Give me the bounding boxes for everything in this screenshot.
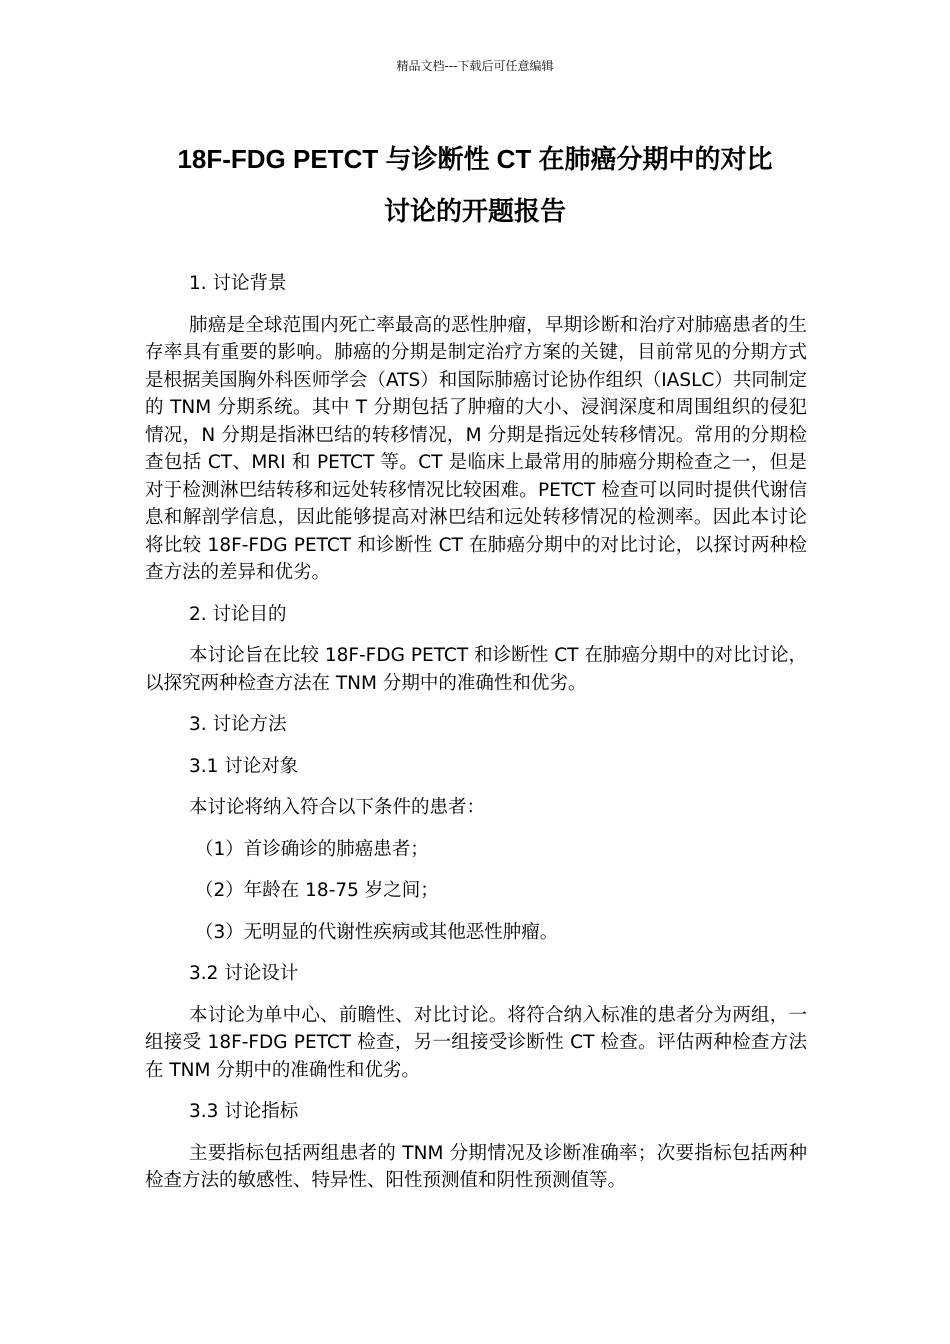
paragraph-purpose: 本讨论旨在比较 18F-FDG PETCT 和诊断性 CT 在肺癌分期中的对比讨论，以探究两种检查方法在 TNM 分期中的准确性和优劣。 xyxy=(145,645,807,694)
paragraph-background: 肺癌是全球范围内死亡率最高的恶性肿瘤，早期诊断和治疗对肺癌患者的生存率具有重要的影响。肺癌的分期是制定治疗方案的关键，目前常见的分期方式是根据美国胸外科医师学会（ATS）和国际肺癌讨论协作组织（IASLC）共同制定的 TNM 分期系统。其中 T 分期包括了肿瘤的大小、浸润深度和周围组织的侵犯情况，N 分期是指淋巴结的转移情况，M 分期是指远处转移情况。常用的分期检查包括 CT、MRI 和 PETCT 等。CT 是临床上最常用的肺癌分期检查之一，但是对于检测淋巴结转移和远处转移情况比较困难。PETCT 检查可以同时提供代谢信息和解剖学信息，因此能够提高对淋巴结和远处转移情况的检测率。因此本讨论将比较 18F-FDG PETCT 和诊断性 CT 在肺癌分期中的对比讨论，以探讨两种检查方法的差异和优劣。 xyxy=(145,314,807,583)
title-line-1: 18F-FDG PETCT 与诊断性 CT 在肺癌分期中的对比 xyxy=(177,144,773,174)
section-heading-purpose: 2. 讨论目的 xyxy=(189,603,287,625)
subsection-heading-design: 3.2 讨论设计 xyxy=(189,963,299,984)
subsection-heading-indicators: 3.3 讨论指标 xyxy=(189,1101,299,1122)
list-item: （2）年龄在 18-75 岁之间； xyxy=(195,880,439,901)
header-note: 精品文档---下载后可任意编辑 xyxy=(396,59,554,73)
paragraph-design: 本讨论为单中心、前瞻性、对比讨论。将符合纳入标准的患者分为两组，一组接受 18F-FDG PETCT 检查，另一组接受诊断性 CT 检查。评估两种检查方法在 TNM 分期中的准确性和优劣。 xyxy=(145,1004,807,1081)
list-item: （1）首诊确诊的肺癌患者； xyxy=(195,838,429,860)
document-title xyxy=(100,133,850,237)
list-item: （3）无明显的代谢性疾病或其他恶性肿瘤。 xyxy=(195,921,559,943)
subsection-heading-subjects: 3.1 讨论对象 xyxy=(189,755,299,777)
section-heading-methods: 3. 讨论方法 xyxy=(189,714,287,735)
document-body xyxy=(145,270,807,1209)
paragraph-indicators: 主要指标包括两组患者的 TNM 分期情况及诊断准确率；次要指标包括两种检查方法的敏感性、特异性、阳性预测值和阴性预测值等。 xyxy=(145,1142,807,1191)
paragraph-subjects: 本讨论将纳入符合以下条件的患者： xyxy=(189,797,486,818)
title-line-2: 讨论的开题报告 xyxy=(383,196,566,226)
section-heading-background: 1. 讨论背景 xyxy=(189,273,287,294)
